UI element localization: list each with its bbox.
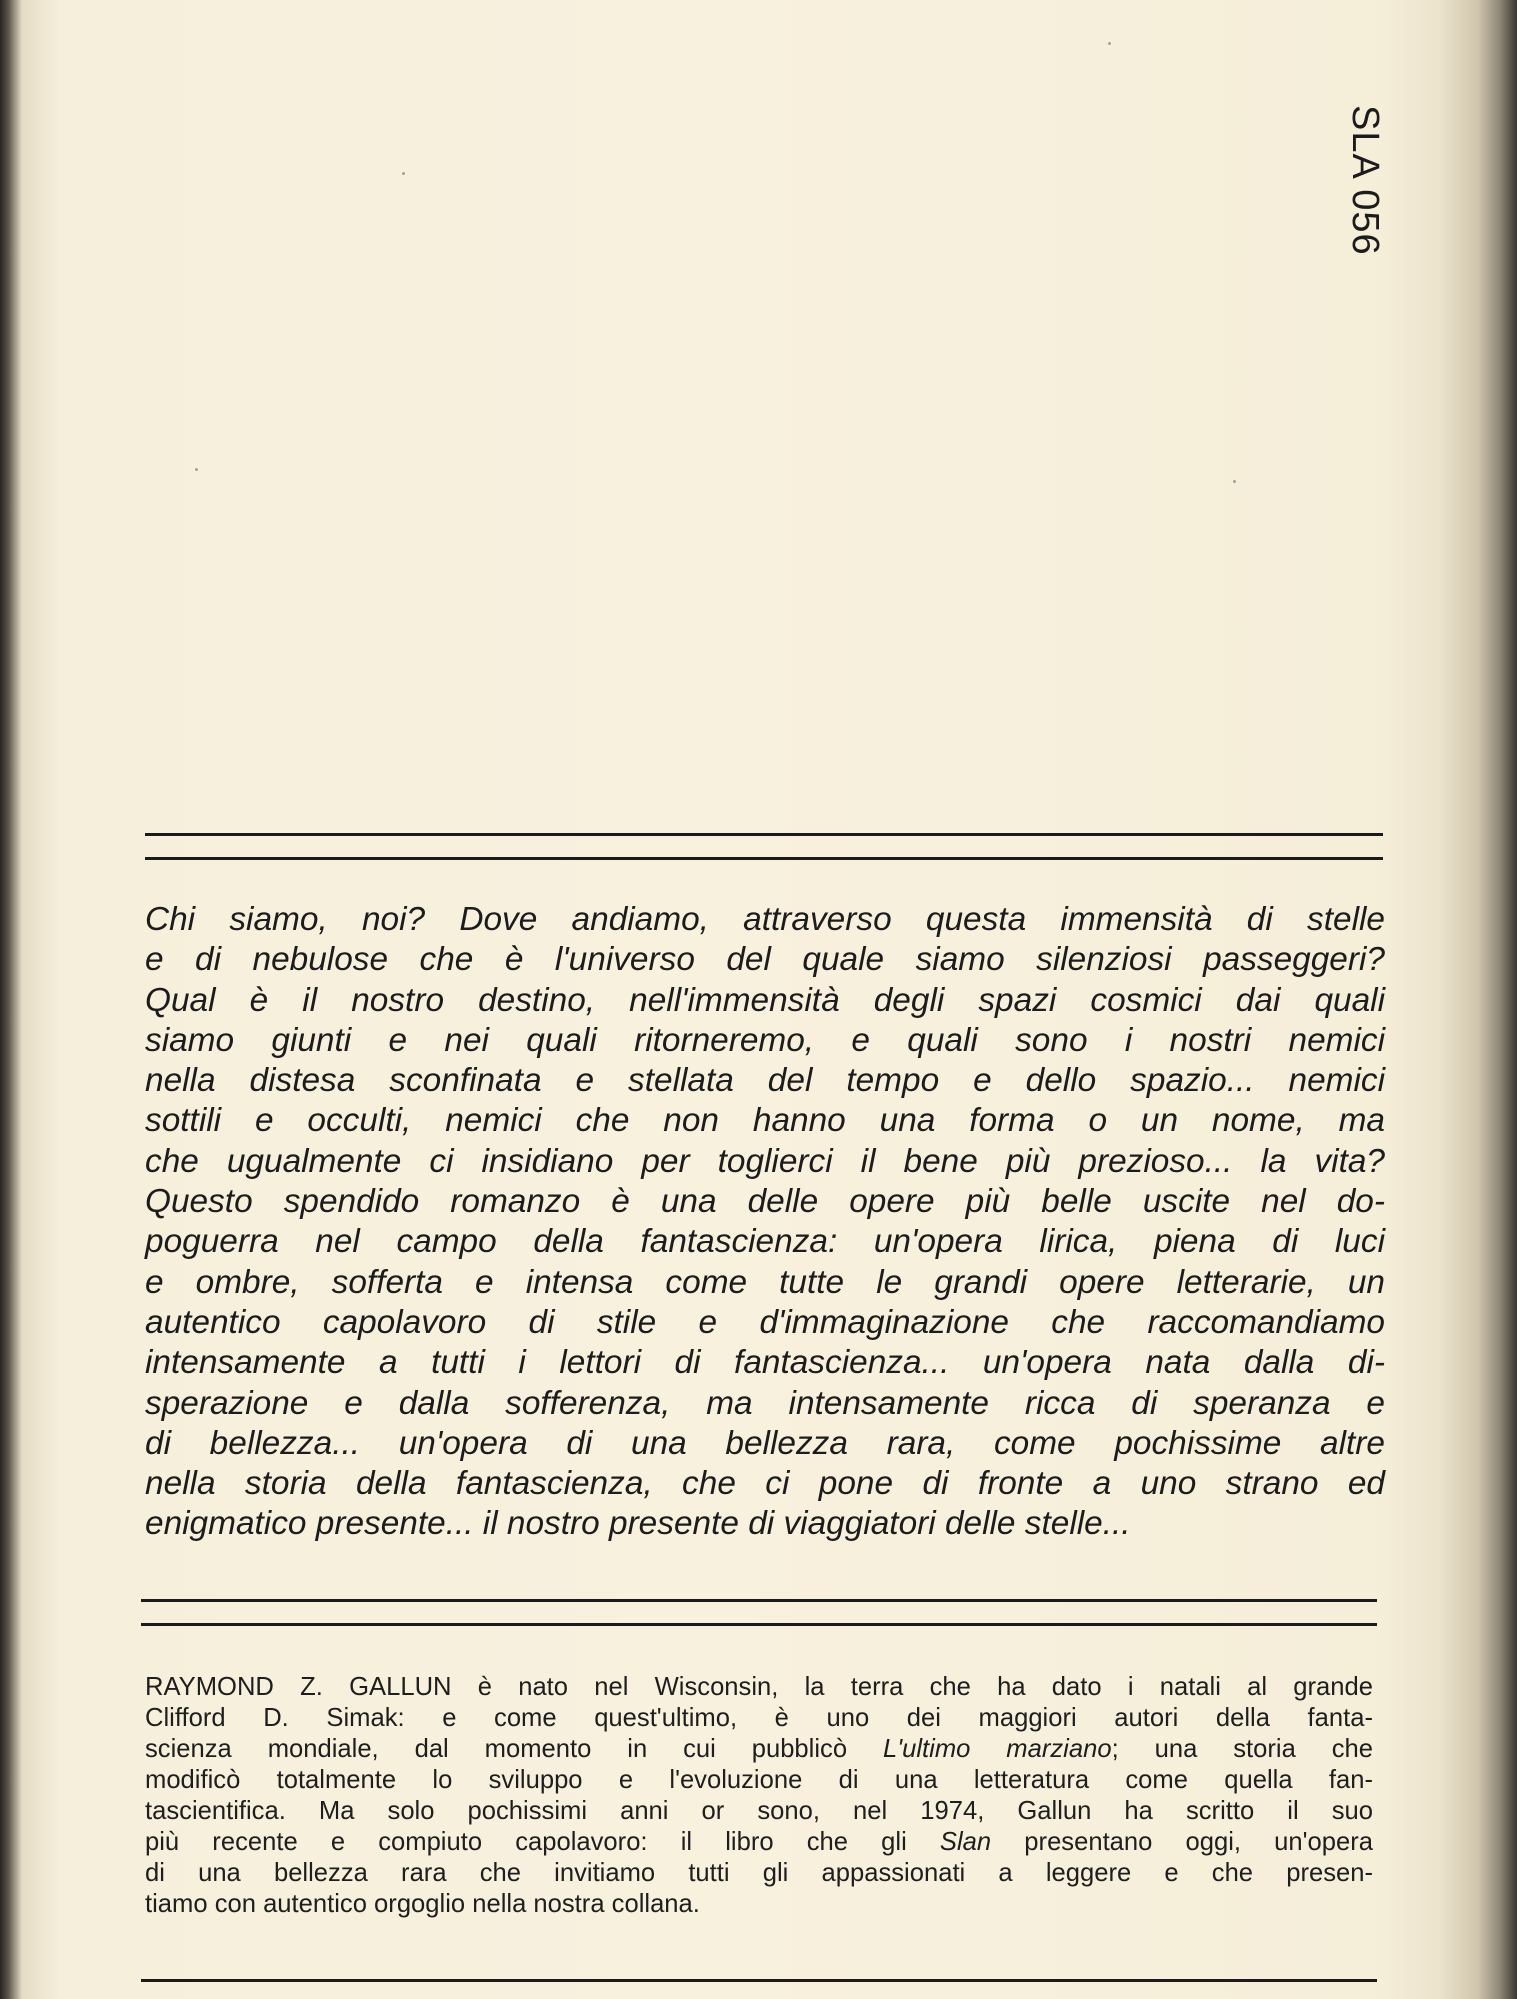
bio-line: di una bellezza rara che invitiamo tutti gli appassionati a leggere e che presen- [145, 1859, 1373, 1887]
blurb-line: poguerra nel campo della fantascienza: un'opera lirica, piena di luci [145, 1223, 1385, 1261]
bio-line: modificò totalmente lo sviluppo e l'evoluzione di una letteratura come quella fan- [145, 1766, 1373, 1794]
bio-line [145, 1734, 1373, 1765]
book-title-italic: L'ultimo marziano [883, 1735, 1112, 1763]
print-speck [195, 468, 198, 471]
blurb-line: sottili e occulti, nemici che non hanno una forma o un nome, ma [145, 1102, 1385, 1140]
bio-text: ; una storia che [1111, 1735, 1373, 1763]
blurb-line: Questo spendido romanzo è una delle opere più belle uscite nel do- [145, 1183, 1385, 1221]
bio-text: scienza mondiale, dal momento in cui pubblicò [145, 1735, 883, 1763]
bio-line: RAYMOND Z. GALLUN è nato nel Wisconsin, la terra che ha dato i natali al grande [145, 1673, 1373, 1701]
blurb-line: e di nebulose che è l'universo del quale siamo silenziosi passeggeri? [145, 941, 1385, 979]
blurb-line: di bellezza... un'opera di una bellezza rara, come pochissime altre [145, 1424, 1385, 1462]
bio-line: Clifford D. Simak: e come quest'ultimo, è uno dei maggiori autori della fanta- [145, 1704, 1373, 1732]
print-speck [1108, 42, 1111, 45]
blurb-line: Chi siamo, noi? Dove andiamo, attraverso questa immensità di stelle [145, 901, 1385, 938]
top-rule-upper [145, 833, 1383, 836]
bio-line [145, 1827, 1373, 1858]
blurb-line: sperazione e dalla sofferenza, ma intensamente ricca di speranza e [145, 1384, 1385, 1422]
blurb-line: Qual è il nostro destino, nell'immensità degli spazi cosmici dai quali [145, 981, 1385, 1019]
blurb-line: siamo giunti e nei quali ritorneremo, e quali sono i nostri nemici [145, 1021, 1385, 1059]
series-title-italic: Slan [939, 1828, 992, 1856]
print-speck [1233, 480, 1236, 483]
blurb-line: intensamente a tutti i lettori di fantascienza... un'opera nata dalla di- [145, 1344, 1385, 1382]
bio-line: tiamo con autentico orgoglio nella nostra collana. [145, 1890, 700, 1918]
bio-text: più recente e compiuto capolavoro: il libro che gli [145, 1828, 940, 1856]
blurb-text [145, 900, 1385, 1545]
blurb-line: nella storia della fantascienza, che ci pone di fronte a uno strano ed [145, 1465, 1385, 1503]
blurb-line: enigmatico presente... il nostro presente di viaggiatori delle stelle... [145, 1505, 1131, 1543]
bio-line: tascientifica. Ma solo pochissimi anni or sono, nel 1974, Gallun ha scritto il suo [145, 1797, 1373, 1825]
blurb-line: che ugualmente ci insidiano per toglierci il bene più prezioso... la vita? [145, 1142, 1385, 1180]
blurb-line: nella distesa sconfinata e stellata del tempo e dello spazio... nemici [145, 1062, 1385, 1100]
bottom-rule [141, 1979, 1377, 1982]
middle-rule-lower [141, 1623, 1377, 1626]
print-speck [402, 172, 405, 175]
blurb-line: e ombre, sofferta e intensa come tutte le grandi opere letterarie, un [145, 1263, 1385, 1301]
middle-rule-upper [141, 1599, 1377, 1602]
blurb-line: autentico capolavoro di stile e d'immaginazione che raccomandiamo [145, 1303, 1385, 1341]
bio-text: presentano oggi, un'opera [991, 1828, 1373, 1856]
catalog-code: SLA 056 [1344, 105, 1386, 256]
top-rule-lower [145, 857, 1383, 860]
author-bio [145, 1672, 1373, 1920]
